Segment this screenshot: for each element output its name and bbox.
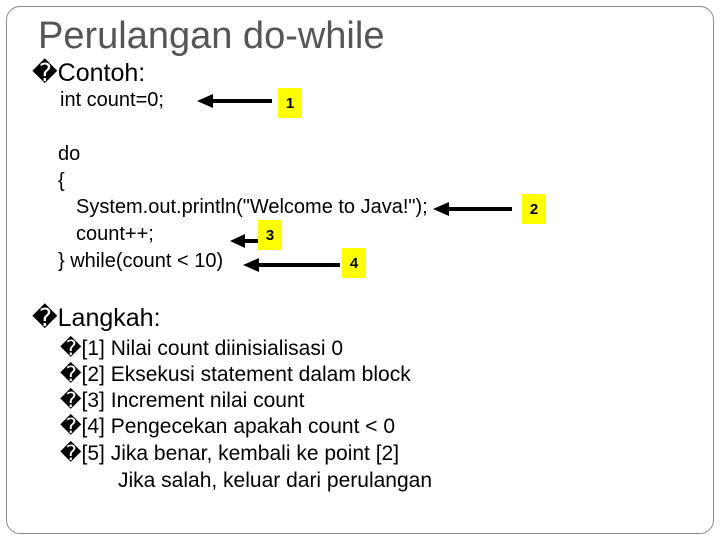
step-item <box>60 441 399 466</box>
step-continuation: Jika salah, keluar dari perulangan <box>118 469 433 492</box>
marker-2: 2 <box>522 194 546 224</box>
arrow-to-while <box>243 258 340 272</box>
steps-heading <box>32 303 161 333</box>
code-line-increment: count++; <box>76 223 154 245</box>
step-item <box>60 388 305 413</box>
step-text: [1] Nilai count diinisialisasi 0 <box>81 337 344 360</box>
steps-heading-label: Langkah: <box>57 304 161 332</box>
step-item <box>60 362 411 387</box>
bullet-icon: � <box>60 441 82 465</box>
step-item <box>60 414 395 439</box>
code-line-println: System.out.println("Welcome to Java!"); <box>76 196 428 218</box>
bullet-icon: � <box>32 303 58 332</box>
bullet-icon: � <box>60 414 82 438</box>
step-text: [3] Increment nilai count <box>81 389 305 412</box>
marker-1: 1 <box>278 88 302 118</box>
step-text: [2] Eksekusi statement dalam block <box>81 363 411 386</box>
bullet-icon: � <box>60 336 82 360</box>
code-line-open-brace: { <box>58 170 65 192</box>
code-line-init: int count=0; <box>60 89 164 111</box>
arrow-to-init <box>197 94 272 108</box>
step-text: [5] Jika benar, kembali ke point [2] <box>81 442 400 465</box>
marker-3: 3 <box>258 220 282 250</box>
bullet-icon: � <box>32 58 58 87</box>
bullet-icon: � <box>60 388 82 412</box>
bullet-icon: � <box>60 362 82 386</box>
example-heading-label: Contoh: <box>57 59 146 87</box>
code-line-while: } while(count < 10) <box>58 250 224 272</box>
arrow-to-println <box>433 202 512 216</box>
marker-4: 4 <box>342 248 366 278</box>
code-line-do: do <box>58 143 81 165</box>
step-text: [4] Pengecekan apakah count < 0 <box>81 415 396 438</box>
slide-title: Perulangan do-while <box>38 15 385 57</box>
step-item <box>60 336 343 361</box>
